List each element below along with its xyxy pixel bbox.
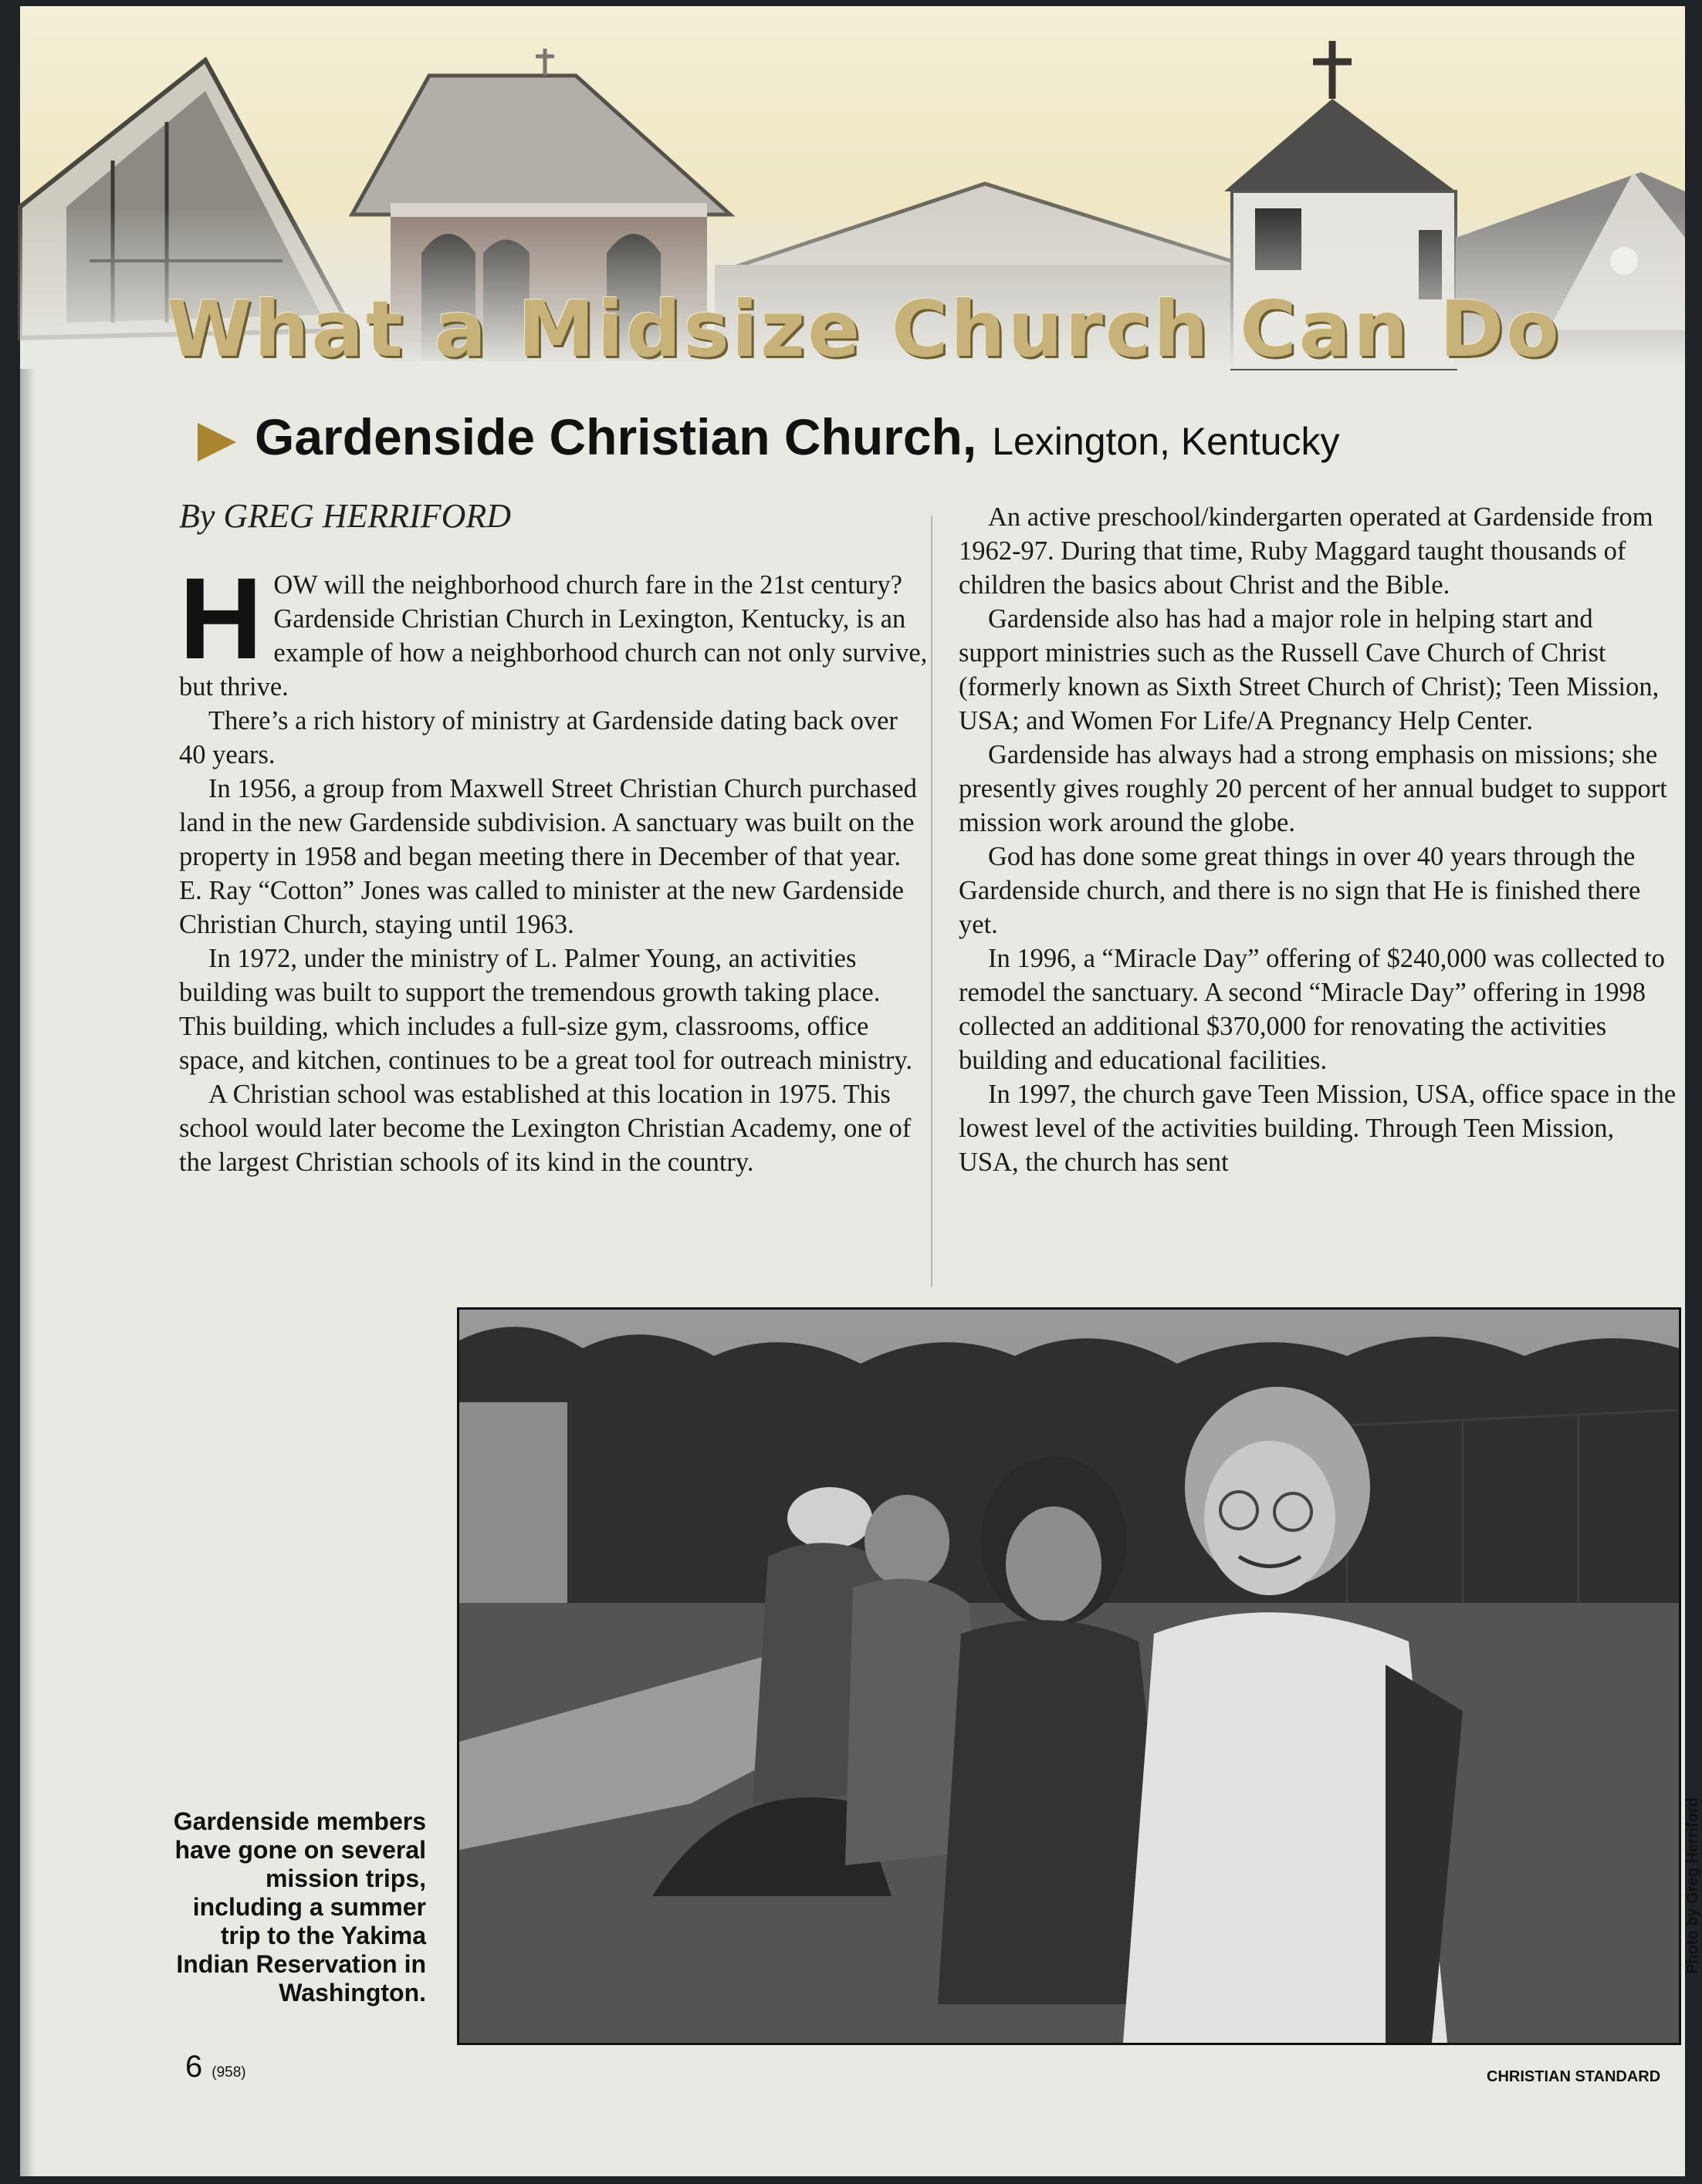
paragraph: In 1996, a “Miracle Day” offering of $240,000 was collected to remodel the sanctuary. A second “Miracle Day” offering in 1998 collected an additional $370,000 for renovating the activities building and educational facilities. [959,944,1665,1075]
photo-image [459,1310,1679,2043]
page-folio [185,2050,246,2084]
photo-caption: Gardenside members have gone on several mission trips, including a summer trip to the Yakima Indian Reservation in Washington. [173,1807,426,2007]
church-title-line [195,407,1339,477]
page-number: 6 [185,2050,203,2084]
arrow-bullet-icon [195,420,239,465]
paragraph: In 1997, the church gave Teen Mission, USA, office space in the lowest level of the activities building. Through Teen Mission, USA, the church has sent [959,1080,1677,1177]
paragraph-text: OW will the neighborhood church fare in the 21st century? Gardenside Christian Church in Lexington, Kentucky, is an example of how a neighborhood church can not only survive, but thrive. [179,570,928,702]
article-column-left [179,553,928,1179]
article-headline: What a Midsize Church Can Do [167,284,1562,374]
header-banner [20,6,1685,374]
magazine-page [20,6,1701,2176]
paragraph: An active preschool/kindergarten operated at Gardenside from 1962-97. During that time, Ruby Maggard taught thousands of children the basics about Christ and the Bible. [959,502,1653,600]
paragraph: There’s a rich history of ministry at Gardenside dating back over 40 years. [179,706,898,769]
church-location: Lexington, Kentucky [992,420,1340,463]
article-column-right [959,500,1677,1179]
mission-trip-photo [457,1307,1681,2045]
paragraph: God has done some great things in over 40 years through the Gardenside church, and there is no sign that He is finished there yet. [959,842,1641,939]
paragraph: Gardenside has always had a strong emphasis on missions; she presently gives roughly 20 percent of her annual budget to support mission work around the globe. [959,740,1667,837]
paragraph [179,553,928,704]
column-divider [931,516,932,1287]
church-name: Gardenside Christian Church, [255,408,977,465]
issue-page-number: (958) [211,2064,246,2081]
paragraph: Gardenside also has had a major role in helping start and support ministries such as the Russell Cave Church of Christ (formerly known as Sixth Street Church of Christ); Teen Mission, USA; and Women For Life/A Pregnancy Help Center. [959,604,1660,735]
paragraph: In 1956, a group from Maxwell Street Christian Church purchased land in the new Gardenside subdivision. A sanctuary was built on the property in 1958 and began meeting there in December of that year. E. Ray “Cotton” Jones was called to minister at the new Gardenside Christian Church, staying until 1963. [179,774,917,939]
paragraph: A Christian school was established at this location in 1975. This school would later become the Lexington Christian Academy, one of the largest Christian schools of its kind in the country. [179,1080,912,1177]
author-byline: By GREG HERRIFORD [179,497,512,535]
photo-credit: Photo by Greg Herriford [1684,1797,1701,1974]
paragraph: In 1972, under the ministry of L. Palmer Young, an activities building was built to support the tremendous growth taking place. This building, which includes a full-size gym, classrooms, office space, and kitchen, continues to be a great tool for outreach ministry. [179,944,913,1075]
magazine-name: CHRISTIAN STANDARD [1487,2068,1661,2085]
drop-cap: H [179,553,263,683]
